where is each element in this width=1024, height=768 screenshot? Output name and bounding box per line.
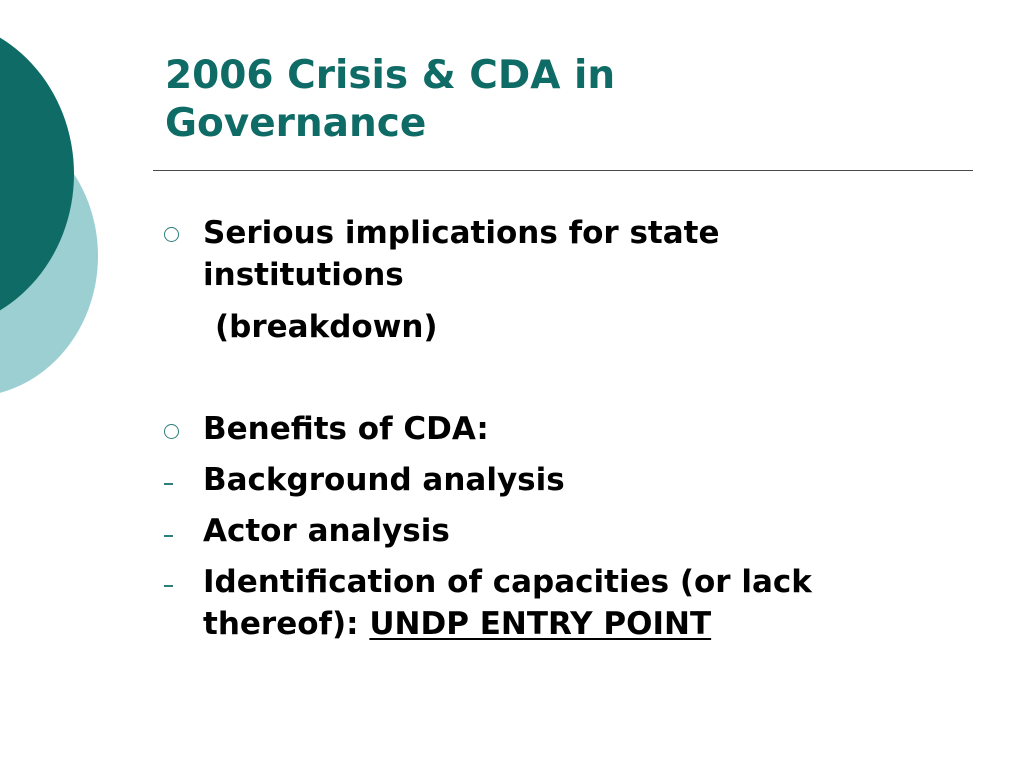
bullet-serious-implications xyxy=(203,212,720,296)
dash-bullet-icon xyxy=(164,585,173,587)
bullet-benefits-of-cda xyxy=(203,408,489,450)
bullet-identification-line-2-prefix: thereof): xyxy=(203,606,370,642)
bullet-serious-implications-line-2: institutions xyxy=(203,257,404,293)
bullet-actor-analysis-text: Actor analysis xyxy=(203,513,450,549)
bullet-identification-of-capacities xyxy=(203,561,812,645)
circle-bullet-icon xyxy=(164,227,179,242)
bullet-benefits-of-cda-text: Benefits of CDA: xyxy=(203,411,489,447)
slide-title-line-2: Governance xyxy=(165,101,427,146)
bullet-actor-analysis xyxy=(203,510,450,552)
bullet-identification-line-1: Identification of capacities (or lack xyxy=(203,564,812,600)
circle-bullet-icon xyxy=(164,424,179,439)
dash-bullet-icon xyxy=(164,535,173,537)
bullet-serious-implications-note xyxy=(215,306,438,348)
dash-bullet-icon xyxy=(164,483,173,485)
undp-entry-point-emphasis: UNDP ENTRY POINT xyxy=(369,606,712,642)
bullet-serious-implications-line-3: (breakdown) xyxy=(215,309,438,345)
slide-title-line-1: 2006 Crisis & CDA in xyxy=(165,53,616,98)
bullet-background-analysis xyxy=(203,459,565,501)
bullet-background-analysis-text: Background analysis xyxy=(203,462,565,498)
bullet-serious-implications-line-1: Serious implications for state xyxy=(203,215,720,251)
